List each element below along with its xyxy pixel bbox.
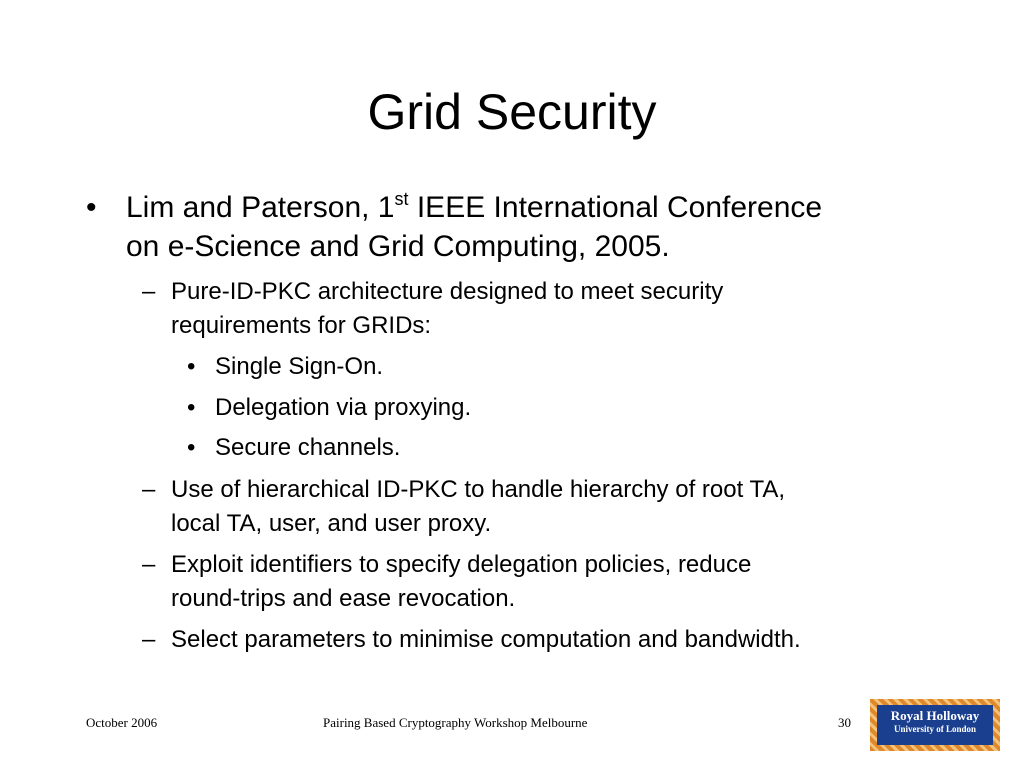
logo-panel	[877, 705, 993, 745]
bullet-text: IEEE International Conference	[408, 191, 823, 224]
bullet-marker: •	[187, 353, 196, 380]
bullet-marker: •	[187, 394, 196, 421]
bullet-marker: •	[187, 434, 196, 461]
sub-sub-bullet-text: Delegation via proxying.	[215, 394, 472, 421]
slide-title: Grid Security	[367, 84, 657, 140]
sub-bullet-text-line: round-trips and ease revocation.	[171, 585, 516, 612]
footer-page-number: 30	[838, 715, 851, 730]
bullet-text-line	[126, 190, 822, 229]
sub-bullet-text-line: local TA, user, and user proxy.	[171, 510, 492, 537]
sub-sub-bullet-text: Secure channels.	[215, 434, 401, 461]
bullet-text: Lim and Paterson, 1	[126, 191, 395, 224]
bullet-marker: •	[86, 191, 97, 224]
dash-marker: –	[142, 626, 156, 653]
dash-marker: –	[142, 476, 156, 503]
footer-event: Pairing Based Cryptography Workshop Melbourne	[323, 715, 588, 730]
dash-marker: –	[142, 278, 156, 305]
sub-bullet-text-line: Use of hierarchical ID-PKC to handle hierarchy of root TA,	[171, 476, 786, 503]
royal-holloway-logo	[870, 699, 1000, 751]
bullet-text-line: on e-Science and Grid Computing, 2005.	[126, 230, 670, 263]
sub-bullet-text-line: Exploit identifiers to specify delegation policies, reduce	[171, 551, 752, 578]
logo-title: Royal Holloway	[890, 708, 980, 723]
sub-bullet-text-line: Pure-ID-PKC architecture designed to meet security	[171, 278, 724, 305]
sub-bullet-text-line: Select parameters to minimise computation and bandwidth.	[171, 626, 801, 653]
logo-subtitle: University of London	[893, 724, 976, 734]
superscript: st	[394, 189, 409, 209]
footer-date: October 2006	[86, 715, 158, 730]
sub-bullet-text-line: requirements for GRIDs:	[171, 312, 432, 339]
sub-sub-bullet-text: Single Sign-On.	[215, 353, 384, 380]
dash-marker: –	[142, 551, 156, 578]
